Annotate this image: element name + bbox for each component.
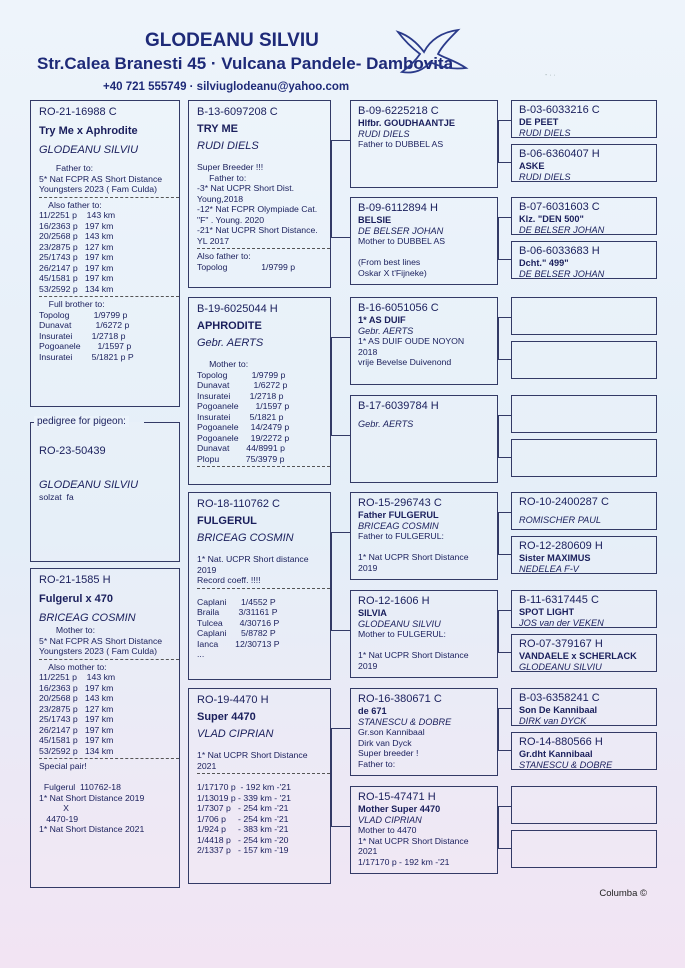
ggp-breeder: BRICEAG COSMIN	[358, 520, 439, 531]
grandparent-line: Dunavat 1/6272 p	[197, 380, 288, 390]
dam-b-line: 26/2147 p 197 km	[39, 724, 114, 735]
gggp-ring: RO-10-2400287 C	[519, 496, 609, 508]
connector-line	[331, 237, 350, 238]
gggp-box	[511, 197, 657, 235]
grandparent-line: -12* Nat FCPR Olympiade Cat.	[197, 204, 318, 214]
connector-line	[498, 415, 511, 416]
ggp-line: Mother to FULGERUL:	[358, 629, 446, 639]
gggp-ring: B-03-6358241 C	[519, 692, 600, 704]
gggp-name: Gr.dht Kannibaal	[519, 749, 593, 759]
grandparent-line: Braila 3/31161 P	[197, 607, 278, 617]
dam-b-line: 16/2363 p 197 km	[39, 682, 114, 693]
subject-ring: RO-23-50439	[39, 445, 106, 457]
dam-c-line: Fulgerul 110762-18	[39, 782, 121, 792]
connector-line	[498, 806, 511, 807]
ggp-line: 1/17170 p - 192 km -'21	[358, 856, 450, 867]
breeder-contact: +40 721 555749 · silviuglodeanu@yahoo.com	[103, 81, 350, 93]
grandparent-box	[188, 297, 331, 485]
connector-line	[331, 728, 332, 826]
ggp-line: 2019	[358, 562, 378, 573]
ggp-line: Oskar X t'Fijneke)	[358, 267, 427, 278]
gggp-box	[511, 536, 657, 574]
grandparent-ring: RO-19-4470 H	[197, 694, 269, 706]
ggp-ring: B-17-6039784 H	[358, 400, 439, 412]
grandparent-line: Insuratei 5/1821 p	[197, 411, 284, 422]
gggp-ring: B-11-6317445 C	[519, 594, 599, 606]
gggp-box	[511, 732, 657, 770]
connector-line	[498, 120, 511, 121]
connector-line	[498, 359, 511, 360]
dam-c-line: 4470-19	[39, 813, 79, 824]
gggp-box	[511, 144, 657, 182]
grandparent-line: 2019	[197, 564, 217, 575]
sire-b-line: Also father to:	[39, 199, 102, 210]
gggp-box	[511, 297, 657, 335]
ggp-name: Father FULGERUL	[358, 510, 439, 520]
grandparent-line: -21* Nat UCPR Short Distance.	[197, 225, 318, 235]
grandparent-ring: B-13-6097208 C	[197, 106, 278, 118]
connector-line	[498, 708, 499, 750]
ggp-breeder: VLAD CIPRIAN	[358, 814, 422, 825]
grandparent-line: Mother to:	[197, 359, 249, 369]
breeder-name: GLODEANU SILVIU	[145, 30, 319, 51]
connector-line	[498, 554, 511, 555]
grandparent-line: ...	[197, 649, 205, 659]
great-grandparent-box	[350, 590, 498, 678]
ggp-line: Father to DUBBEL AS	[358, 139, 444, 149]
grandparent-breeder: Gebr. AERTS	[197, 337, 264, 349]
connector-line	[498, 120, 499, 162]
grandparent-ring: B-19-6025044 H	[197, 303, 278, 315]
connector-line	[498, 217, 499, 259]
gggp-breeder: DE BELSER JOHAN	[519, 224, 605, 235]
grandparent-line: 2021	[197, 760, 217, 771]
gggp-ring: RO-14-880566 H	[519, 736, 603, 748]
ggp-line: Super breeder !	[358, 748, 419, 758]
connector-line	[498, 750, 511, 751]
dam-c-line: X	[39, 803, 69, 813]
ggp-breeder: Gebr. AERTS	[358, 325, 414, 336]
grandparent-line: Also father to:	[197, 251, 251, 261]
ggp-breeder: Gebr. AERTS	[358, 419, 414, 429]
ggp-name: BELSIE	[358, 215, 392, 225]
dam-b-line: 25/1743 p 197 km	[39, 714, 114, 724]
connector-line	[498, 162, 511, 163]
great-grandparent-box	[350, 197, 498, 285]
grandparent-line: -3* Nat UCPR Short Dist.	[197, 183, 295, 193]
dam-ring: RO-21-1585 H	[39, 574, 111, 586]
grandparent-line: Topolog 1/9799 p	[197, 369, 286, 380]
connector-line	[498, 512, 511, 513]
gggp-box	[511, 634, 657, 672]
sire-c-line: Dunavat 1/6272 p	[39, 320, 130, 330]
gggp-box	[511, 341, 657, 379]
ggp-line: Gr.son Kannibaal	[358, 727, 425, 737]
grandparent-line: Pogoanele 14/2479 p	[197, 422, 290, 432]
ggp-line: (From best lines	[358, 257, 421, 267]
grandparent-line: Young,2018	[197, 193, 244, 204]
gggp-box	[511, 830, 657, 868]
gggp-box	[511, 786, 657, 824]
connector-line	[331, 140, 332, 238]
grandparent-box	[188, 688, 331, 884]
connector-line	[331, 630, 350, 631]
gggp-box	[511, 241, 657, 279]
ggp-line: Dirk van Dyck	[358, 737, 412, 748]
dam-b-line: 20/2568 p 143 km	[39, 693, 114, 703]
ggp-name: 1* AS DUIF	[358, 315, 406, 325]
dove-logo-icon	[380, 22, 470, 92]
connector-line	[331, 532, 350, 533]
grandparent-ring: RO-18-110762 C	[197, 498, 280, 510]
great-grandparent-box	[350, 786, 498, 874]
grandparent-line: Insuratei 1/2718 p	[197, 390, 284, 401]
sire-c-line: Topolog 1/9799 p	[39, 309, 128, 320]
sire-b-line: 25/1743 p 197 km	[39, 252, 114, 262]
scan-smudge: - · ·	[545, 72, 556, 79]
great-grandparent-box	[350, 100, 498, 188]
gggp-ring: RO-12-280609 H	[519, 540, 603, 552]
gggp-box	[511, 395, 657, 433]
gggp-ring: B-06-6360407 H	[519, 148, 600, 160]
gggp-name: Dcht." 499"	[519, 258, 569, 268]
ggp-breeder: RUDI DIELS	[358, 128, 410, 139]
subject-box	[30, 422, 180, 562]
dam-b-line: 45/1581 p 197 km	[39, 735, 114, 745]
ggp-line	[358, 247, 497, 258]
grandparent-line: 1/17170 p - 192 km -'21	[197, 782, 291, 792]
gggp-breeder: GLODEANU SILVIU	[519, 661, 602, 672]
dam-b-line: 11/2251 p 143 km	[39, 672, 116, 682]
ggp-line: Father to FULGERUL:	[358, 531, 444, 541]
gggp-breeder: RUDI DIELS	[519, 171, 571, 182]
ggp-line: Mother to 4470	[358, 825, 417, 835]
grandparent-line: 1/4418 p - 254 km -'20	[197, 834, 289, 845]
gggp-name: DE PEET	[519, 117, 559, 127]
grandparent-line: Super Breeder !!!	[197, 162, 264, 172]
sire-name: Try Me x Aphrodite	[39, 125, 138, 137]
connector-line	[331, 435, 350, 436]
grandparent-breeder: BRICEAG COSMIN	[197, 532, 294, 544]
gggp-breeder: JOS van der VEKEN	[519, 617, 604, 628]
sire-ring: RO-21-16988 C	[39, 106, 117, 118]
ggp-line: Mother to DUBBEL AS	[358, 236, 446, 246]
ggp-line: 2018	[358, 346, 378, 357]
gggp-ring: B-03-6033216 C	[519, 104, 600, 116]
gggp-name: Klz. "DEN 500"	[519, 214, 584, 224]
gggp-breeder: NEDELEA F-V	[519, 563, 579, 574]
ggp-breeder: DE BELSER JOHAN	[358, 225, 444, 236]
connector-line	[498, 259, 511, 260]
great-grandparent-box	[350, 297, 498, 385]
grandparent-box	[188, 492, 331, 680]
ggp-name: Hlfbr. GOUDHAANTJE	[358, 118, 455, 128]
gggp-breeder: ROMISCHER PAUL	[519, 515, 602, 525]
grandparent-breeder: VLAD CIPRIAN	[197, 728, 274, 740]
dam-b-line: Also mother to:	[39, 661, 107, 672]
connector-line	[498, 848, 511, 849]
sire-b-line: 26/2147 p 197 km	[39, 262, 114, 273]
grandparent-name: FULGERUL	[197, 515, 257, 527]
ggp-ring: B-09-6112894 H	[358, 202, 438, 214]
sire-b-line: 23/2875 p 127 km	[39, 241, 114, 252]
grandparent-line: 1/13019 p - 339 km - '21	[197, 792, 291, 803]
gggp-breeder: DE BELSER JOHAN	[519, 268, 605, 279]
grandparent-line: Record coeff. !!!!	[197, 575, 261, 585]
ggp-ring: RO-12-1606 H	[358, 595, 430, 607]
connector-line	[498, 708, 511, 709]
gggp-name: VANDAELE x SCHERLACK	[519, 651, 637, 661]
great-grandparent-box	[350, 492, 498, 580]
gggp-name: ASKE	[519, 161, 545, 171]
grandparent-name: TRY ME	[197, 123, 238, 135]
connector-line	[331, 337, 350, 338]
grandparent-box	[188, 100, 331, 288]
ggp-breeder: GLODEANU SILVIU	[358, 618, 441, 629]
ggp-name: SILVIA	[358, 608, 387, 618]
sire-b-line: 11/2251 p 143 km	[39, 210, 116, 220]
gggp-name: SPOT LIGHT	[519, 607, 575, 617]
sire-c-line: Insuratei 1/2718 p	[39, 330, 126, 341]
connector-line	[498, 457, 511, 458]
ggp-line: 1* Nat UCPR Short Distance	[358, 835, 469, 846]
dam-b-line: 53/2592 p 134 km	[39, 745, 114, 756]
great-grandparent-box	[350, 688, 498, 776]
grandparent-line: 1/7307 p - 254 km -'21	[197, 803, 289, 813]
gggp-box	[511, 492, 657, 530]
grandparent-line: Father to:	[197, 172, 247, 183]
gggp-ring: B-06-6033683 H	[519, 245, 600, 257]
connector-line	[498, 317, 499, 359]
sire-b-line: 45/1581 p 197 km	[39, 273, 114, 283]
connector-line	[498, 652, 511, 653]
sire-c-line: Insuratei 5/1821 p P	[39, 351, 134, 362]
ggp-line: 1* Nat UCPR Short Distance	[358, 552, 469, 562]
gggp-box	[511, 688, 657, 726]
ggp-name: Mother Super 4470	[358, 804, 441, 814]
dam-c-line: 1* Nat Short Distance 2021	[39, 824, 145, 834]
sire-b-line: 20/2568 p 143 km	[39, 231, 114, 241]
grandparent-line: Plopu 75/3979 p	[197, 453, 285, 464]
dam-a-line: Youngsters 2023 ( Fam Culda)	[39, 646, 157, 656]
ggp-ring: B-16-6051056 C	[358, 302, 439, 314]
ggp-line: Father to:	[358, 758, 396, 769]
grandparent-line: Topolog 1/9799 p	[197, 261, 296, 272]
subject-breeder: GLODEANU SILVIU	[39, 479, 139, 491]
grandparent-name: Super 4470	[197, 711, 256, 723]
label-line-right	[144, 422, 180, 423]
great-grandparent-box	[350, 395, 498, 483]
ggp-line: vrije Bevelse Duivenond	[358, 357, 452, 367]
dam-a-line: Mother to:	[39, 625, 96, 635]
dam-a-line: 5* Nat FCPR AS Short Distance	[39, 635, 163, 646]
grandparent-line: 2/1337 p - 157 km -'19	[197, 845, 289, 855]
gggp-box	[511, 590, 657, 628]
grandparent-line: "F" . Young. 2020	[197, 214, 265, 225]
ggp-ring: B-09-6225218 C	[358, 105, 439, 117]
grandparent-line: 1/706 p - 254 km -'21	[197, 813, 289, 824]
dam-b-line: 23/2875 p 127 km	[39, 703, 114, 714]
ggp-line: 1* AS DUIF OUDE NOYON	[358, 336, 465, 346]
gggp-box	[511, 439, 657, 477]
sire-box	[30, 100, 180, 407]
pedigree-label: pedigree for pigeon:	[34, 416, 129, 427]
grandparent-line: Caplani 1/4552 P	[197, 596, 276, 607]
sire-breeder: GLODEANU SILVIU	[39, 144, 139, 156]
grandparent-breeder: RUDI DIELS	[197, 140, 259, 152]
connector-line	[331, 337, 332, 435]
ggp-ring: RO-15-296743 C	[358, 497, 442, 509]
grandparent-name: APHRODITE	[197, 320, 262, 332]
connector-line	[498, 415, 499, 457]
ggp-line: 1* Nat UCPR Short Distance	[358, 650, 469, 660]
grandparent-line: Caplani 5/8782 P	[197, 628, 276, 638]
gggp-name: Son De Kannibaal	[519, 705, 598, 715]
sire-a-line: 5* Nat FCPR AS Short Distance	[39, 173, 163, 184]
footer-credit: Columba ©	[599, 888, 647, 899]
gggp-breeder: RUDI DIELS	[519, 127, 571, 138]
ggp-name: de 671	[358, 706, 387, 716]
grandparent-line: Pogoanele 1/1597 p	[197, 401, 290, 411]
grandparent-line: 1* Nat. UCPR Short distance	[197, 554, 309, 564]
ggp-ring: RO-15-47471 H	[358, 791, 436, 803]
ggp-line: 2021	[358, 846, 378, 856]
ggp-line	[358, 640, 497, 651]
gggp-ring: B-07-6031603 C	[519, 201, 600, 213]
connector-line	[331, 728, 350, 729]
connector-line	[498, 610, 511, 611]
sire-a-line: Father to:	[39, 163, 94, 173]
ggp-ring: RO-16-380671 C	[358, 693, 442, 705]
ggp-line: 2019	[358, 660, 378, 671]
gggp-breeder: STANESCU & DOBRE	[519, 759, 613, 770]
gggp-box	[511, 100, 657, 138]
gggp-name: Sister MAXIMUS	[519, 553, 591, 563]
connector-line	[498, 610, 499, 652]
gggp-ring: RO-07-379167 H	[519, 638, 603, 650]
grandparent-line: Dunavat 44/8991 p	[197, 443, 285, 453]
grandparent-line: YL 2017	[197, 235, 230, 246]
dam-breeder: BRICEAG COSMIN	[39, 612, 136, 624]
connector-line	[498, 217, 511, 218]
gggp-breeder: DIRK van DYCK	[519, 715, 587, 726]
grandparent-line: 1/924 p - 383 km -'21	[197, 824, 289, 834]
dam-box	[30, 568, 180, 888]
subject-color: solzat fa	[39, 492, 74, 502]
grandparent-line: Ianca 12/30713 P	[197, 638, 280, 649]
breeder-address: Str.Calea Branesti 45 · Vulcana Pandele- Dambovita	[37, 54, 454, 73]
sire-c-line: Full brother to:	[39, 299, 105, 309]
ggp-breeder: STANESCU & DOBRE	[358, 716, 452, 727]
sire-c-line: Pogoanele 1/1597 p	[39, 341, 132, 351]
connector-line	[331, 532, 332, 630]
connector-line	[331, 826, 350, 827]
sire-a-line: Youngsters 2023 ( Fam Culda)	[39, 184, 157, 194]
ggp-line	[358, 542, 497, 553]
dam-c-line	[39, 772, 179, 783]
sire-b-line: 16/2363 p 197 km	[39, 220, 114, 231]
connector-line	[498, 317, 511, 318]
dam-c-line: 1* Nat Short Distance 2019	[39, 792, 145, 803]
connector-line	[498, 806, 499, 848]
grandparent-line: Tulcea 4/30716 P	[197, 617, 280, 628]
connector-line	[498, 512, 499, 554]
dam-c-line: Special pair!	[39, 761, 87, 771]
sire-b-line: 53/2592 p 134 km	[39, 283, 114, 294]
connector-line	[331, 140, 350, 141]
grandparent-line: 1* Nat UCPR Short Distance	[197, 750, 308, 760]
grandparent-line: Pogoanele 19/2272 p	[197, 432, 290, 443]
dam-name: Fulgerul x 470	[39, 593, 113, 605]
